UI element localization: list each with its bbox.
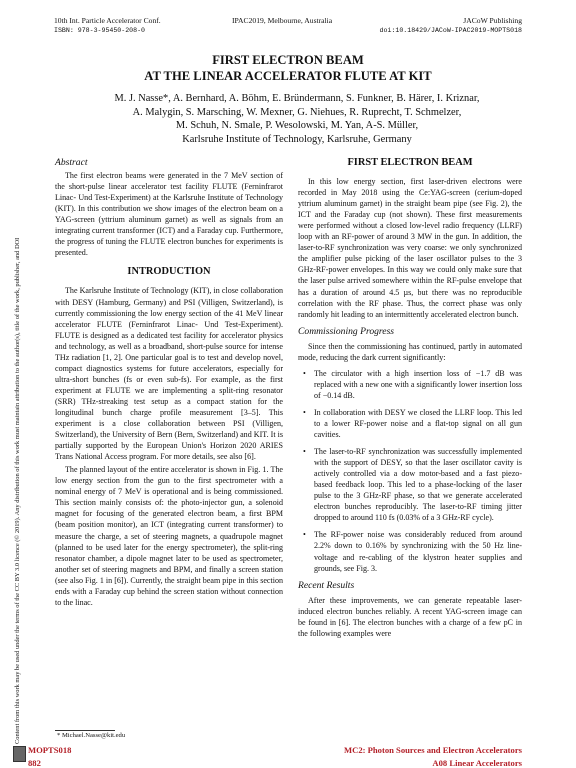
header-isbn: ISBN: 978-3-95450-208-0	[54, 27, 146, 34]
commissioning-progress-heading: Commissioning Progress	[298, 325, 395, 337]
list-item: • In collaboration with DESY we closed the LLRF loop. This led to a lower RF-power noise and a flat-top signal on all gun cavities.	[298, 407, 522, 440]
title-line-1: FIRST ELECTRON BEAM	[212, 53, 364, 67]
title-line-2: AT THE LINEAR ACCELERATOR FLUTE AT KIT	[144, 69, 432, 83]
paper-title	[0, 52, 576, 84]
abstract-text: The first electron beams were generated in the 7 MeV section of the short-pulse linear accelerator test facility FLUTE (Ferninfrarot Linac- Und Test-Experiment) at the Karlsruhe Institute of Technology (KIT). In this contribution we show images of the electron beam on a YAG-screen (yttrium aluminum garnet) as well as signals from an integrating current transformer (ICT) and a Faraday cup. Furthermore, the progress of tuning the FLUTE electron bunches for experiments is presented.	[55, 171, 283, 258]
footer-page-number: 882	[28, 758, 41, 768]
footnote-email: * Michael.Nasse@kit.edu	[57, 732, 126, 739]
authors-line-3: M. Schuh, N. Smale, P. Wesolowski, M. Yan, A-S. Müller,	[175, 120, 419, 132]
header-doi: doi:10.18429/JACoW-IPAC2019-MOPTS018	[379, 27, 522, 34]
results-paragraph: After these improvements, we can generate repeatable laser-induced electron bunches reliably. A recent YAG-screen image can be found in [6]. The electron bunches with a charge of a few pC in the following examples were	[298, 595, 522, 638]
authors-line-1: M. J. Nasse*, A. Bernhard, A. Böhm, E. Bründermann, S. Funkner, B. Härer, I. Kriznar,	[114, 93, 480, 104]
footer-classification: A08 Linear Accelerators	[432, 758, 522, 768]
right-column	[298, 157, 522, 641]
intro-paragraph-2: The planned layout of the entire accelerator is shown in Fig. 1. The low energy section from the gun to the first spectrometer with a nominal energy of 7 MeV is operational and is being commissioned. This section mainly consists of: the photo-injector gun, a solenoid magnet for focusing of the generated electron beam, a first BPM (beam position monitor), an ICT (integrating current transformer) to measure the charge, a set of steering magnets, a quadrupole magnet (planned to be used later for the energy spectrometer), the split-ring resonator chamber, a dipole magnet later to be used as spectrometer, another set of steering magnets and BPM, and finally a screen station (see also Fig. 1 in [6]). Currently, the straight beam pipe in this section ends with a Faraday cup behind the screen station without connection to the linac.	[55, 465, 283, 607]
left-column	[55, 157, 283, 610]
list-item: • The circulator with a high insertion loss of −1.7 dB was replaced with a new one with a significantly lower insertion loss of −0.14 dB.	[298, 368, 522, 401]
list-item: • The laser-to-RF synchronization was successfully implemented with the support of DESY, so that the laser oscillator cavity is actively controlled via a dow motor-based and a fast piezo-based feedback loop. This led to a phase-locking of the laser pulse to the 3 GHz-RF phase, so that we generate accelerated electron bunches reproducibly. The laser-to-RF timing jitter dropped to around 110 fs (0.03% of a 3 GHz-RF cycle).	[298, 446, 522, 523]
first-electron-beam-heading: FIRST ELECTRON BEAM	[347, 157, 473, 168]
footer-paper-code: MOPTS018	[28, 745, 72, 755]
header-place: IPAC2019, Melbourne, Australia	[232, 16, 333, 25]
commissioning-paragraph: Since then the commissioning has continued, partly in automated mode, reducing the dark current significantly:	[298, 341, 522, 362]
recent-results-heading: Recent Results	[298, 579, 355, 591]
header-publisher: JACoW Publishing	[463, 16, 522, 25]
intro-paragraph-1: The Karlsruhe Institute of Technology (KIT), in close collaboration with DESY (Hamburg, Germany) and PSI (Villigen, Switzerland), is currently commissioning the low energy section of the 41 MeV linear accelerator FLUTE (Ferninfrarot Linac- Und Test-Experiment). FLUTE is designed as a dedicated test facility for accelerator physics and technology, as well as a broadband, short-pulse source for intense THz radiation [1, 2]. One particular goal is to test and develop novel, compact diagnostics systems for future accelerators, especially for ultra-short bunches (fs or even sub-fs). For example, as the first experiment at FLUTE we are implementing a split-ring resonator (SRR) THz-streaking test setup as a compact station for the longitudinal bunch charge profile measurement [3–5]. This experiment is a close collaboration between PSI (Villigen, Switzerland), the University of Bern (Bern, Switzerland) and KIT. It is partially supported by the European Union's Horizon 2020 ARIES Trans National Access program. For more details, see also [6].	[55, 286, 283, 462]
abstract-heading: Abstract	[55, 157, 88, 168]
cc-license-icon	[13, 746, 26, 762]
list-item: • The RF-power noise was considerably reduced from around 2.2% down to 0.16% by synchronizing with the 50 Hz line-voltage and re-cabling of the klystron heater supplies and grounds, see Fig. 3.	[298, 529, 522, 573]
affiliation: Karlsruhe Institute of Technology, Karlsruhe, Germany	[182, 133, 412, 145]
author-list	[60, 92, 534, 146]
footnote-rule	[55, 730, 115, 731]
authors-line-2: A. Malygin, S. Marsching, W. Mexner, G. Niehues, R. Ruprecht, T. Schmelzer,	[132, 106, 462, 118]
introduction-heading: INTRODUCTION	[127, 266, 211, 278]
footer-track: MC2: Photon Sources and Electron Accelerators	[344, 745, 522, 755]
license-text: Content from this work may be used under the terms of the CC BY 3.0 licence (© 2019). Any distribution of this work must maintain attribution to the author(s), title of the work, publisher, and DOI	[14, 237, 21, 744]
header-conference: 10th Int. Particle Accelerator Conf.	[54, 16, 161, 25]
license-sidebar	[14, 40, 24, 752]
improvements-list	[298, 368, 522, 574]
beam-paragraph-1: In this low energy section, first laser-driven electrons were recorded in May 2018 using the Ce:YAG-screen (cerium-doped yttrium aluminum garnet) in the straight beam pipe (see Fig. 2), the ICT and the Faraday cup (not shown). These first measurements were performed without a closed low-level radio frequency (LLRF) loop with an RF-power of around 3 MW in the gun. In addition, the laser-to-RF synchronization was very coarse: we only synchronized the amplifier pulse picking of the laser oscillator pulses to the 3 GHz-RF-power envelopes. In this way we could only make sure that the laser pulse arrived somewhere within the RF-pulse envelope that has a duration of around 4.5 µs, but there was no reproducible correlation with the RF phase. Thus, the correct phase was only randomly hit leading to an intermittently accelerated electron bunch.	[298, 177, 522, 319]
